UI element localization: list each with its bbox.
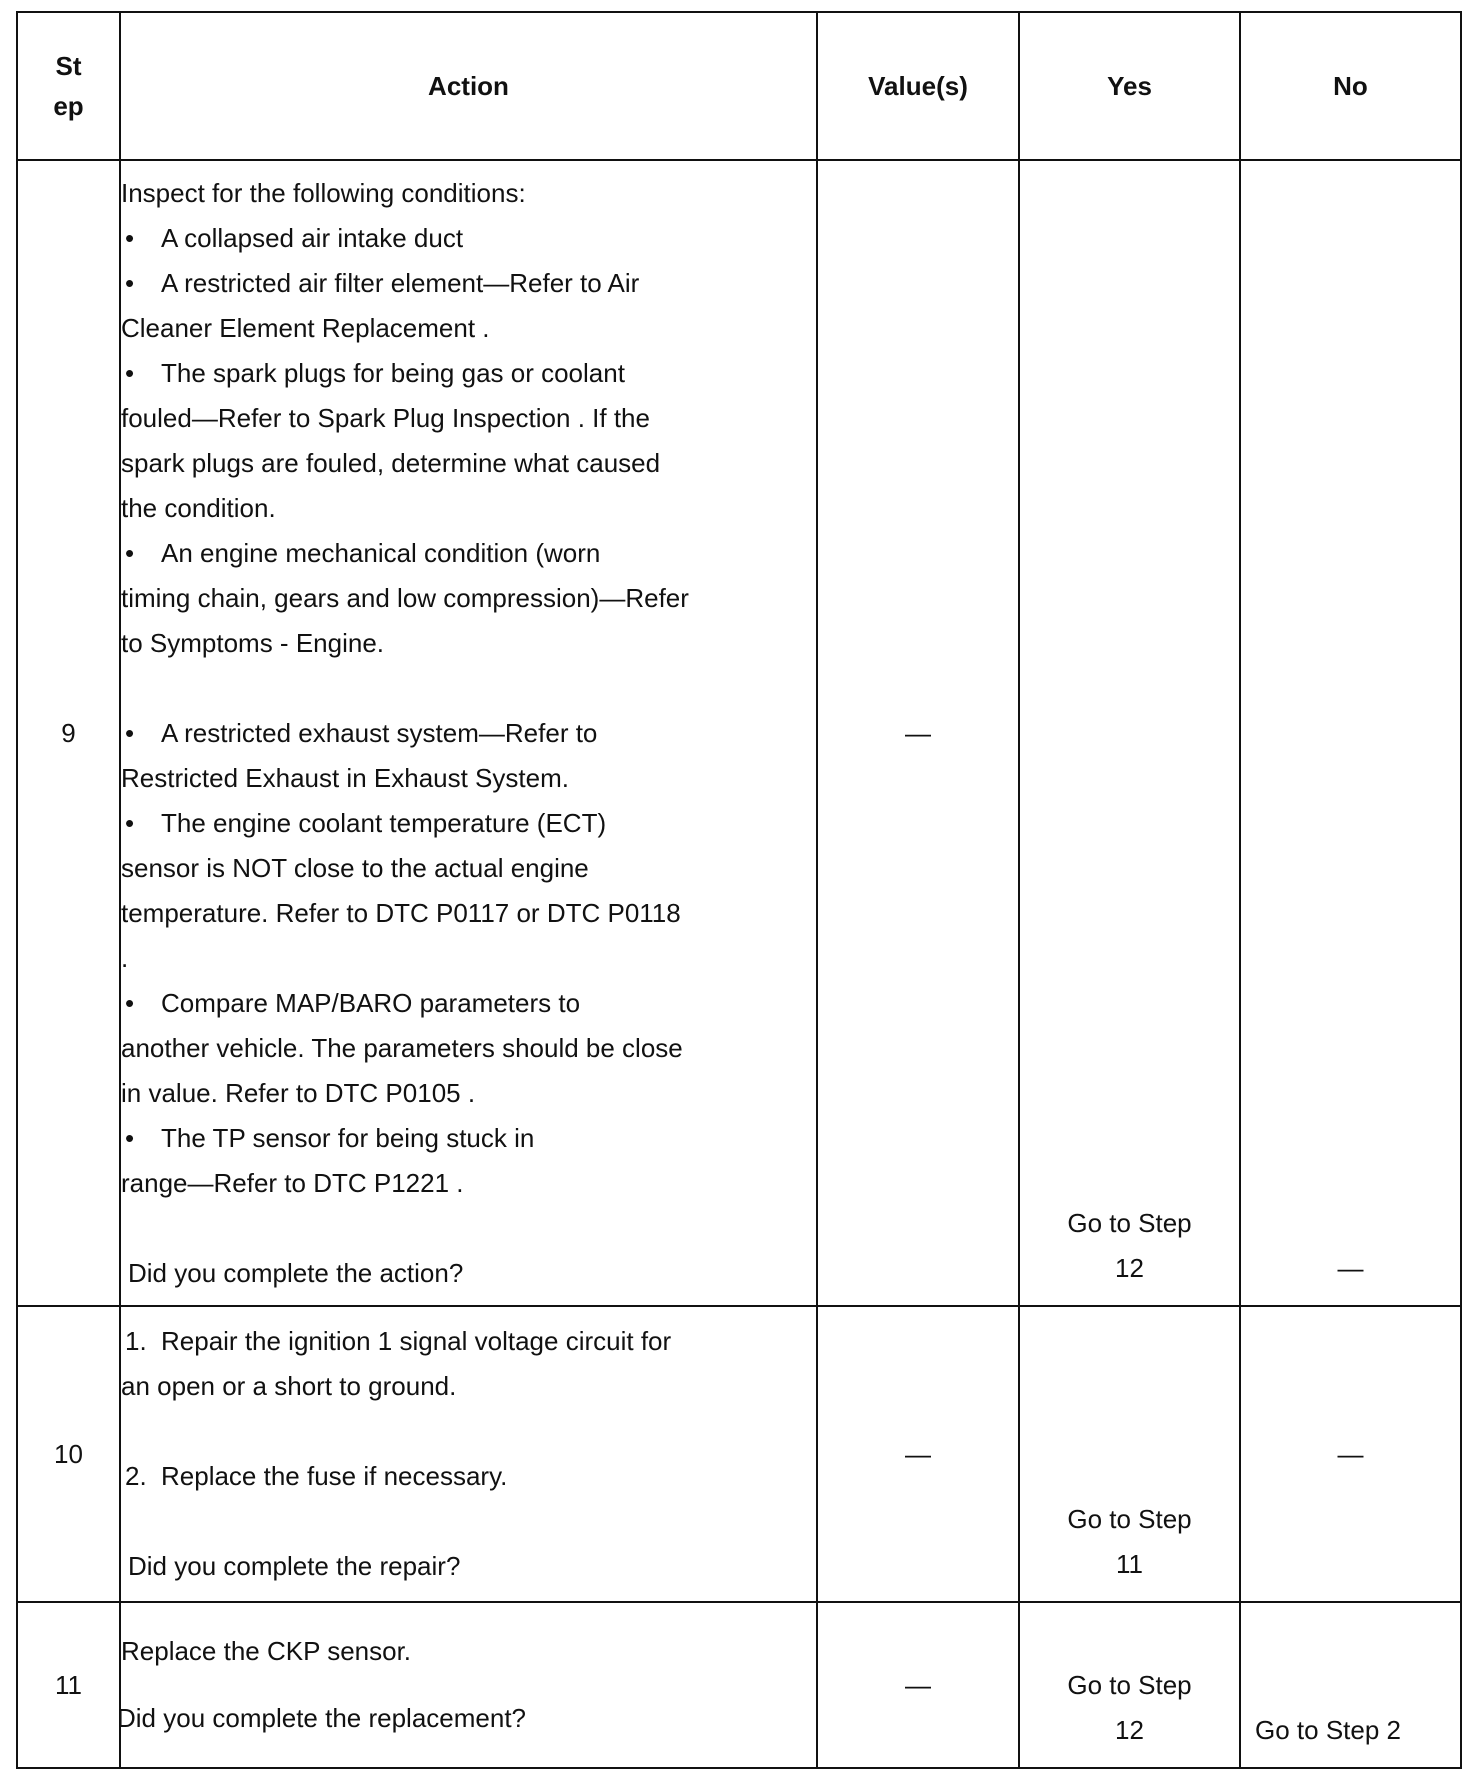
yes-cell [1019,1306,1240,1602]
action-question: Did you complete the action? [128,1257,464,1288]
action-question: Did you complete the replacement? [117,1703,527,1733]
table-row [17,160,1461,1306]
header-no: No [1240,12,1461,160]
header-yes: Yes [1019,12,1240,160]
bullet-icon: • [125,357,135,388]
yes-cell [1019,1602,1240,1768]
goto-step-link[interactable]: Go to Step 12 [1067,1208,1192,1283]
diagnostic-table [16,11,1462,1769]
step-number: 11 [17,1602,120,1768]
table-header-row [17,12,1461,160]
no-cell [1240,1602,1461,1768]
yes-cell [1019,160,1240,1306]
goto-step-link[interactable]: Go to Step 2 [1255,1715,1401,1745]
bullet-icon: • [125,807,135,838]
action-question: Did you complete the repair? [128,1551,461,1581]
value-cell: — [817,1602,1019,1768]
bullet-icon: • [125,987,135,1018]
no-cell: — [1240,160,1461,1306]
action-cell: 1. Repair the ignition 1 signal voltage circuit for an open or a short to ground. 2. Replace the fuse if necessary. Did you complete the repair? [120,1306,817,1602]
header-values: Value(s) [817,12,1019,160]
no-cell: — [1240,1306,1461,1602]
header-action: Action [120,12,817,160]
bullet-icon: • [125,222,135,253]
header-step: St ep [17,12,120,160]
goto-step-link[interactable]: Go to Step 11 [1067,1504,1192,1579]
bullet-icon: • [125,267,135,298]
goto-step-link[interactable]: Go to Step 12 [1067,1670,1192,1745]
action-cell: Inspect for the following conditions: • A collapsed air intake duct • A restricted air filter element—Refer to Air Cleaner Element Replacement . • The spark plugs for being gas or coolant fouled—Refer to Spark Plug Inspection . If the spark plugs are fouled, determine what caused the condition. • An engine mechanical condition (worn timing chain, gears and low compression)—Refer to Symptoms - Engine. • A restricted exhaust system—Refer to Restricted Exhaust in Exhaust System. • The engine coolant temperature (ECT) sensor is NOT close to the actual engine temperature. Refer to DTC P0117 or DTC P0118 . • Compare MAP/BARO parameters to another vehicle. The parameters should be close in value. Refer to DTC P0105 . • The TP sensor for being stuck in range—Refer to DTC P1221 . Did you complete the action? [120,160,817,1306]
step-number: 10 [17,1306,120,1602]
bullet-icon: • [125,1122,135,1153]
table-row [17,1306,1461,1602]
step-number: 9 [17,160,120,1306]
bullet-icon: • [125,537,135,568]
action-cell: Replace the CKP sensor. Did you complete the replacement? [120,1602,817,1768]
value-cell: — [817,160,1019,1306]
table-row [17,1602,1461,1768]
bullet-icon: • [125,717,135,748]
value-cell: — [817,1306,1019,1602]
